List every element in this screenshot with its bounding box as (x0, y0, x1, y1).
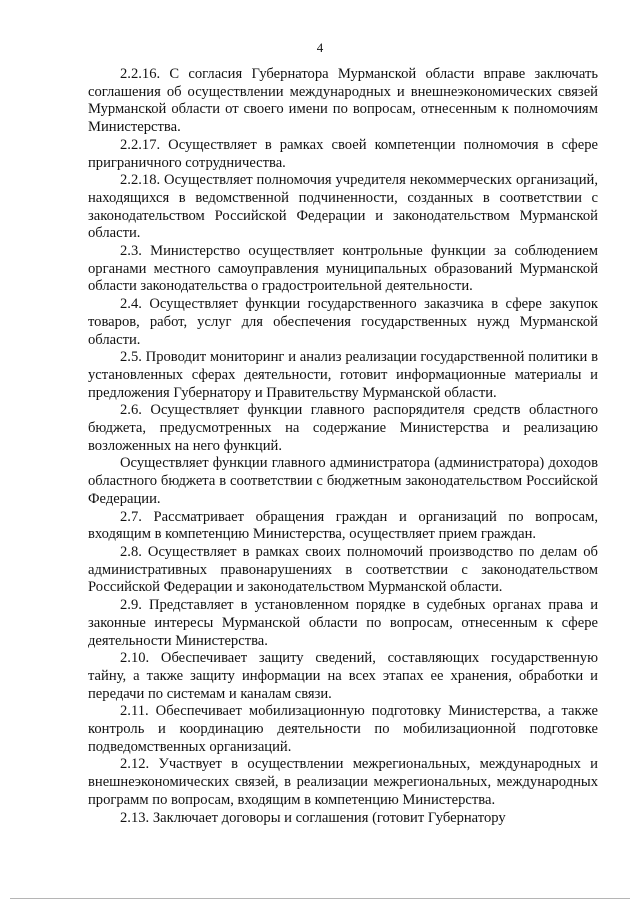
document-body (88, 66, 598, 827)
paragraph-2-3: 2.3. Министерство осуществляет контрольные функции за соблюдением органами местного самоуправления муниципальных образований Мурманской области законодательства о градостроительной деятельности. (88, 243, 598, 295)
paragraph-2-5: 2.5. Проводит мониторинг и анализ реализации государственной политики в установленных сферах деятельности, готовит информационные материалы и предложения Губернатору и Правительству Мурманской области. (88, 349, 598, 401)
paragraph-2-9: 2.9. Представляет в установленном порядке в судебных органах права и законные интересы Мурманской области по вопросам, отнесенным к сфере деятельности Министерства. (88, 597, 598, 649)
paragraph-2-8: 2.8. Осуществляет в рамках своих полномочий производство по делам об административных правонарушениях в соответствии с законодательством Российской Федерации и законодательством Мурманской области. (88, 543, 598, 596)
paragraph-2-13: 2.13. Заключает договоры и соглашения (готовит Губернатору (120, 809, 506, 826)
paragraph-2-11: 2.11. Обеспечивает мобилизационную подготовку Министерства, а также контроль и координацию деятельности по мобилизационной подготовке подведомственных организаций. (88, 703, 598, 755)
scan-bottom-edge (10, 898, 630, 899)
page-number: 4 (316, 40, 324, 55)
paragraph-2-4: 2.4. Осуществляет функции государственного заказчика в сфере закупок товаров, работ, услуг для обеспечения государственных нужд Мурманской области. (88, 296, 598, 348)
paragraph-2-2-17: 2.2.17. Осуществляет в рамках своей компетенции полномочия в сфере приграничного сотрудничества. (88, 136, 598, 171)
paragraph-2-7: 2.7. Рассматривает обращения граждан и организаций по вопросам, входящим в компетенцию Министерства, осуществляет прием граждан. (88, 508, 598, 543)
paragraph-2-2-16: 2.2.16. С согласия Губернатора Мурманской области вправе заключать соглашения об осуществлении международных и внешнеэкономических связей Мурманской области от своего имени по вопросам, отнесенным к полномочиям Министерства. (88, 66, 598, 136)
paragraph-2-6-revenue: Осуществляет функции главного администратора (администратора) доходов областного бюджета в соответствии с бюджетным законодательством Российской Федерации. (88, 455, 598, 507)
paragraph-2-2-18: 2.2.18. Осуществляет полномочия учредителя некоммерческих организаций, находящихся в ведомственной подчиненности, созданных в соответствии с законодательством Российской Федерации и законодательством Мурманской области. (88, 172, 598, 242)
paragraph-2-12: 2.12. Участвует в осуществлении межрегиональных, международных и внешнеэкономических связей, в реализации межрегиональных, международных программ по вопросам, входящим в компетенцию Министерства. (88, 756, 598, 808)
paragraph-2-6: 2.6. Осуществляет функции главного распорядителя средств областного бюджета, предусмотренных на содержание Министерства и реализацию возложенных на него функций. (88, 402, 598, 454)
paragraph-2-10: 2.10. Обеспечивает защиту сведений, составляющих государственную тайну, а также защиту информации на всех этапах ее хранения, обработки и передачи по системам и каналам связи. (88, 650, 598, 702)
